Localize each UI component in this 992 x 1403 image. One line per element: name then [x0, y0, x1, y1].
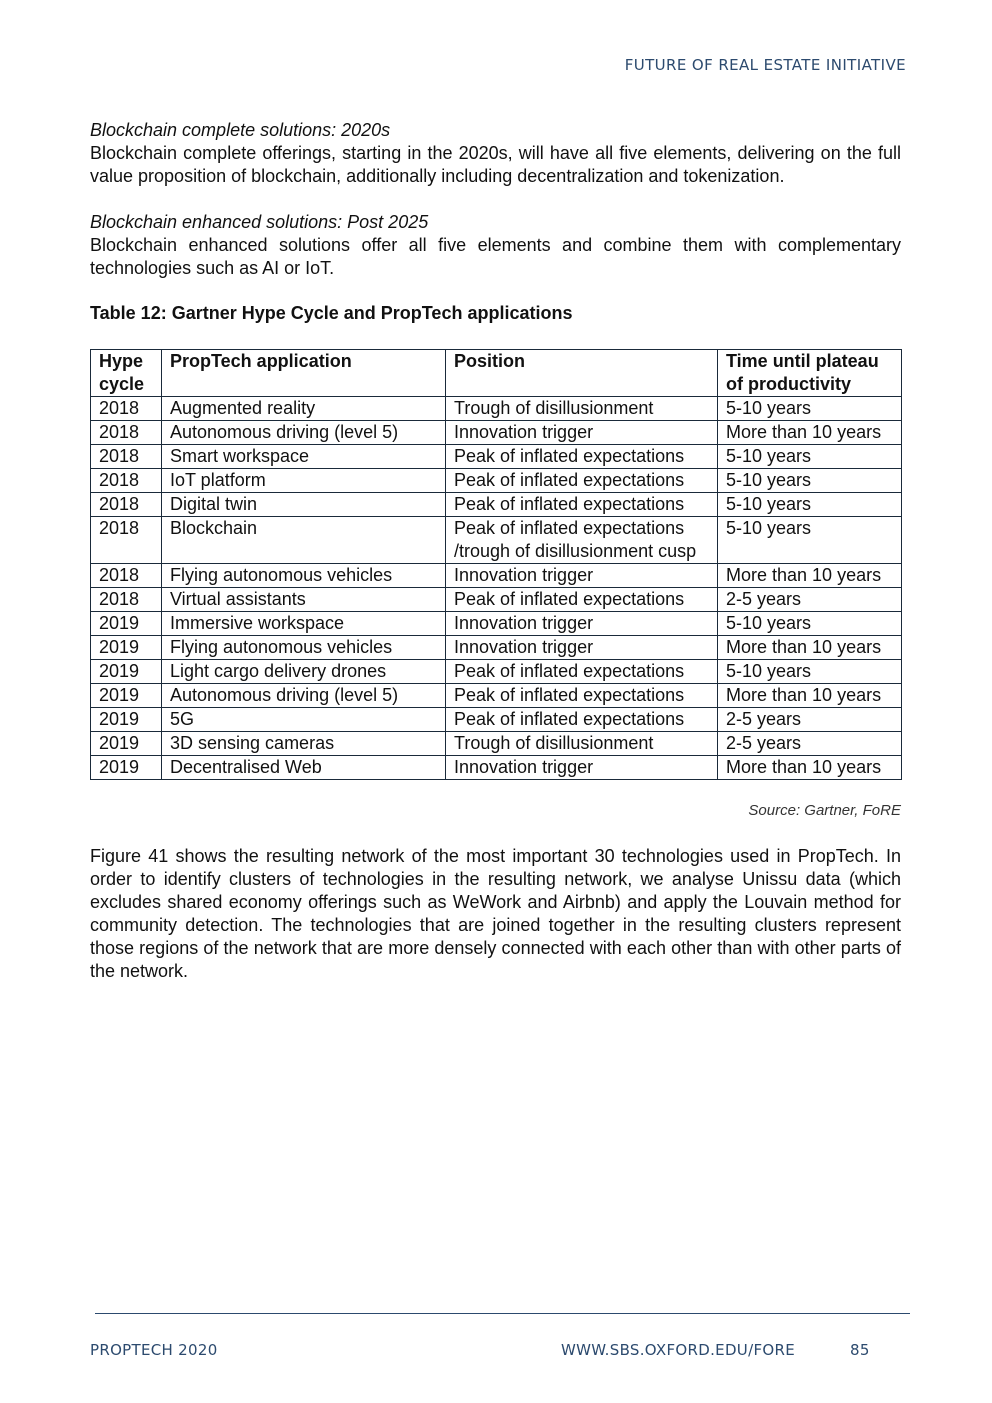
cell-hype-cycle: 2018 [91, 588, 162, 612]
cell-time-to-plateau: 2-5 years [718, 708, 902, 732]
cell-hype-cycle: 2018 [91, 493, 162, 517]
cell-position: Innovation trigger [446, 421, 718, 445]
cell-time-to-plateau: 5-10 years [718, 612, 902, 636]
closing-paragraph: Figure 41 shows the resulting network of the most important 30 technologies used in PropTech. In order to identify clusters of technologies in the resulting network, we analyse Unissu data (which excludes shared economy offerings such as WeWork and Airbnb) and apply the Louvain method for community detection. The technologies that are joined together in the resulting clusters represent those regions of the network that are more densely connected with each other than with other parts of the network. [90, 846, 901, 981]
table-row [91, 421, 902, 445]
cell-position: Peak of inflated expectations [446, 708, 718, 732]
cell-time-to-plateau: 5-10 years [718, 469, 902, 493]
page-header: FUTURE OF REAL ESTATE INITIATIVE [624, 56, 906, 74]
column-header-time: Time until plateau of productivity [718, 350, 902, 397]
table-row [91, 612, 902, 636]
cell-time-to-plateau: 5-10 years [718, 397, 902, 421]
cell-application: Smart workspace [162, 445, 446, 469]
cell-time-to-plateau: 2-5 years [718, 588, 902, 612]
cell-position: Peak of inflated expectations /trough of disillusionment cusp [446, 517, 718, 564]
cell-application: Virtual assistants [162, 588, 446, 612]
column-header-position: Position [446, 350, 718, 397]
cell-application: Light cargo delivery drones [162, 660, 446, 684]
cell-position: Innovation trigger [446, 636, 718, 660]
cell-position: Innovation trigger [446, 612, 718, 636]
cell-time-to-plateau: 2-5 years [718, 732, 902, 756]
table-row [91, 588, 902, 612]
table-row [91, 397, 902, 421]
table-row [91, 564, 902, 588]
cell-application: IoT platform [162, 469, 446, 493]
footer-url[interactable]: WWW.SBS.OXFORD.EDU/FORE [561, 1341, 795, 1359]
cell-hype-cycle: 2019 [91, 756, 162, 780]
cell-position: Peak of inflated expectations [446, 684, 718, 708]
cell-hype-cycle: 2018 [91, 421, 162, 445]
cell-position: Peak of inflated expectations [446, 469, 718, 493]
table-header-row [91, 350, 902, 397]
cell-application: Flying autonomous vehicles [162, 564, 446, 588]
cell-hype-cycle: 2019 [91, 636, 162, 660]
cell-application: 3D sensing cameras [162, 732, 446, 756]
cell-position: Innovation trigger [446, 756, 718, 780]
cell-hype-cycle: 2018 [91, 517, 162, 564]
cell-time-to-plateau: More than 10 years [718, 684, 902, 708]
cell-hype-cycle: 2018 [91, 397, 162, 421]
cell-time-to-plateau: More than 10 years [718, 756, 902, 780]
cell-hype-cycle: 2019 [91, 708, 162, 732]
cell-position: Peak of inflated expectations [446, 445, 718, 469]
cell-application: Decentralised Web [162, 756, 446, 780]
column-header-hype-cycle: Hype cycle [91, 350, 162, 397]
cell-position: Innovation trigger [446, 564, 718, 588]
cell-application: Blockchain [162, 517, 446, 564]
table-row [91, 708, 902, 732]
cell-time-to-plateau: 5-10 years [718, 660, 902, 684]
cell-time-to-plateau: More than 10 years [718, 421, 902, 445]
section-paragraph-complete: Blockchain complete offerings, starting in the 2020s, will have all five elements, delivering on the full value proposition of blockchain, additionally including decentralization and tokenization. [90, 143, 901, 186]
table-caption: Table 12: Gartner Hype Cycle and PropTech applications [90, 303, 573, 323]
main-content [90, 119, 901, 983]
table-row [91, 517, 902, 564]
cell-hype-cycle: 2019 [91, 732, 162, 756]
table-row [91, 636, 902, 660]
cell-application: Digital twin [162, 493, 446, 517]
cell-application: Augmented reality [162, 397, 446, 421]
table-row [91, 445, 902, 469]
section-paragraph-enhanced: Blockchain enhanced solutions offer all five elements and combine them with complementary technologies such as AI or IoT. [90, 235, 901, 278]
cell-position: Trough of disillusionment [446, 732, 718, 756]
page-number: 85 [850, 1341, 870, 1359]
cell-time-to-plateau: 5-10 years [718, 493, 902, 517]
cell-hype-cycle: 2019 [91, 684, 162, 708]
cell-application: Autonomous driving (level 5) [162, 421, 446, 445]
table-row [91, 732, 902, 756]
cell-position: Peak of inflated expectations [446, 588, 718, 612]
table-row [91, 684, 902, 708]
cell-time-to-plateau: More than 10 years [718, 564, 902, 588]
cell-application: Autonomous driving (level 5) [162, 684, 446, 708]
cell-application: Immersive workspace [162, 612, 446, 636]
cell-hype-cycle: 2018 [91, 469, 162, 493]
cell-position: Peak of inflated expectations [446, 660, 718, 684]
cell-time-to-plateau: 5-10 years [718, 517, 902, 564]
section-subheading-complete: Blockchain complete solutions: 2020s [90, 120, 391, 140]
cell-position: Trough of disillusionment [446, 397, 718, 421]
section-subheading-enhanced: Blockchain enhanced solutions: Post 2025 [90, 212, 429, 232]
cell-application: 5G [162, 708, 446, 732]
table-row [91, 756, 902, 780]
cell-application: Flying autonomous vehicles [162, 636, 446, 660]
table-row [91, 493, 902, 517]
cell-hype-cycle: 2019 [91, 660, 162, 684]
cell-hype-cycle: 2019 [91, 612, 162, 636]
table-source: Source: Gartner, FoRE [748, 802, 901, 819]
footer-title: PROPTECH 2020 [90, 1341, 218, 1359]
cell-time-to-plateau: More than 10 years [718, 636, 902, 660]
table-body [91, 397, 902, 780]
footer-divider [95, 1313, 910, 1314]
hype-cycle-table [90, 349, 902, 780]
cell-position: Peak of inflated expectations [446, 493, 718, 517]
table-row [91, 469, 902, 493]
cell-time-to-plateau: 5-10 years [718, 445, 902, 469]
column-header-application: PropTech application [162, 350, 446, 397]
cell-hype-cycle: 2018 [91, 445, 162, 469]
table-row [91, 660, 902, 684]
cell-hype-cycle: 2018 [91, 564, 162, 588]
